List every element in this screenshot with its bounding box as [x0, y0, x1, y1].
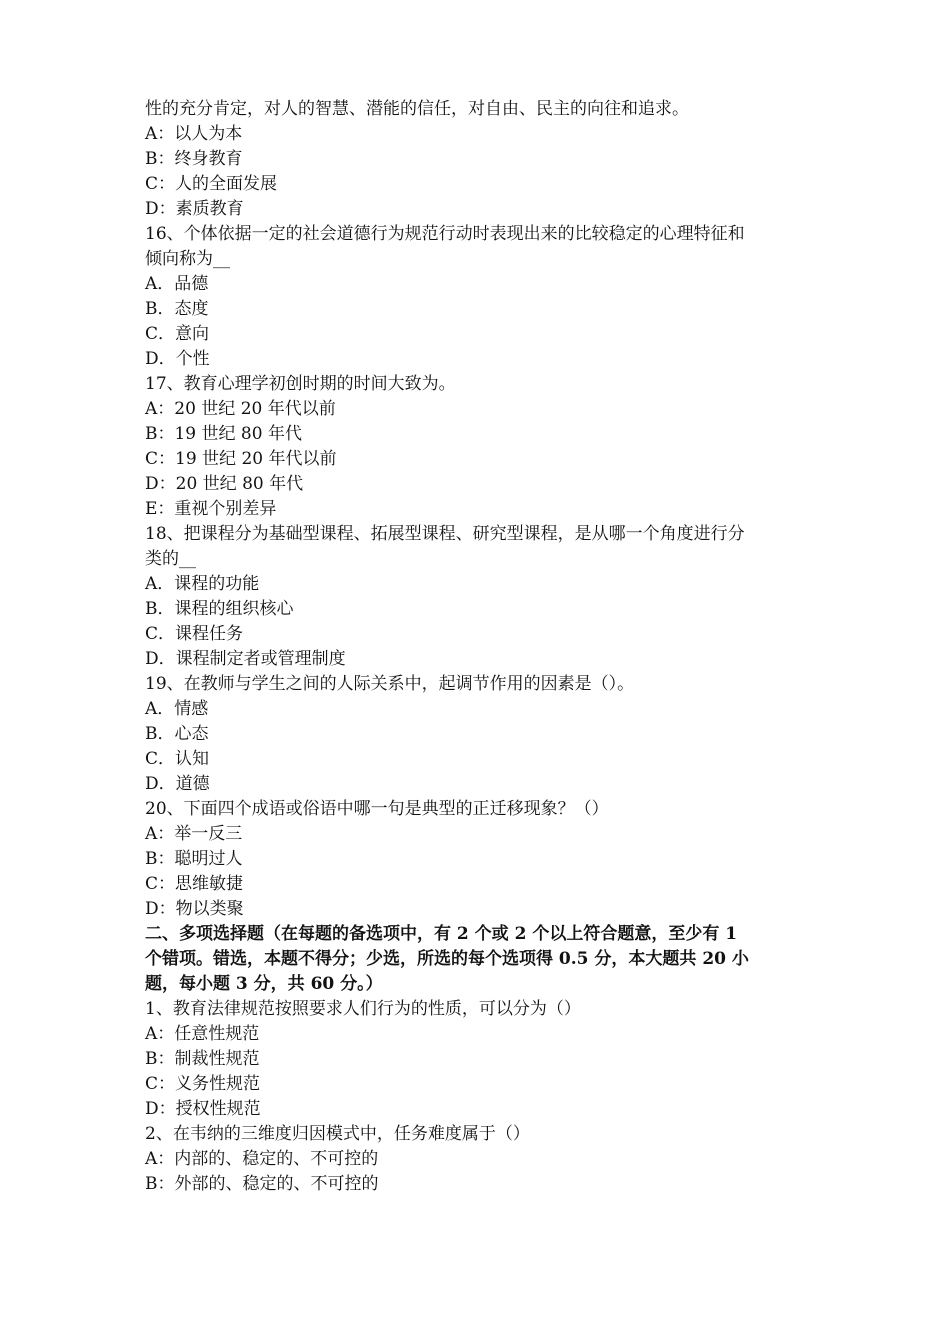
option-text: D：物以类聚: [145, 899, 244, 919]
question-stem: 类的__: [145, 549, 196, 569]
option-text: A：以人为本: [145, 124, 243, 144]
option-text: B．课程的组织核心: [145, 599, 294, 619]
section-heading-line: 二、多项选择题（在每题的备选项中，有 2 个或 2 个以上符合题意，至少有 1: [145, 924, 738, 944]
option-text: C．认知: [145, 749, 210, 769]
option-text: B．态度: [145, 299, 209, 319]
question-stem: 19、在教师与学生之间的人际关系中，起调节作用的因素是（）。: [145, 674, 635, 694]
question-19: [145, 672, 825, 797]
section-heading-multiple-choice: [145, 922, 825, 997]
option-text: D．课程制定者或管理制度: [145, 649, 346, 669]
option-text: A．情感: [145, 699, 209, 719]
question-16: [145, 222, 825, 372]
option-text: B：终身教育: [145, 149, 243, 169]
option-text: C．意向: [145, 324, 210, 344]
question-20: [145, 797, 825, 922]
option-text: D：授权性规范: [145, 1099, 261, 1119]
question-stem: 16、个体依据一定的社会道德行为规范行动时表现出来的比较稳定的心理特征和: [145, 224, 745, 244]
q15-options: [145, 122, 825, 222]
option-text: D：素质教育: [145, 199, 244, 219]
option-text: A：举一反三: [145, 824, 243, 844]
option-text: C：义务性规范: [145, 1074, 261, 1094]
option-text: B：聪明过人: [145, 849, 243, 869]
question-stem: 20、下面四个成语或俗语中哪一句是典型的正迁移现象？（）: [145, 799, 609, 819]
intro-line: 性的充分肯定，对人的智慧、潜能的信任，对自由、民主的向往和追求。: [145, 99, 689, 119]
section-heading-line: 题，每小题 3 分，共 60 分。）: [145, 974, 383, 994]
option-text: B．心态: [145, 724, 209, 744]
document-page: [145, 97, 825, 1197]
multi-question-2: [145, 1122, 825, 1197]
option-text: A．课程的功能: [145, 574, 260, 594]
question-17: [145, 372, 825, 522]
option-text: B：外部的、稳定的、不可控的: [145, 1174, 379, 1194]
option-text: A：任意性规范: [145, 1024, 260, 1044]
question-stem: 17、教育心理学初创时期的时间大致为。: [145, 374, 456, 394]
option-text: C．课程任务: [145, 624, 244, 644]
multi-question-1: [145, 997, 825, 1122]
question-18: [145, 522, 825, 672]
option-text: C：19 世纪 20 年代以前: [145, 449, 337, 469]
option-text: D：20 世纪 80 年代: [145, 474, 304, 494]
question-stem: 倾向称为__: [145, 249, 230, 269]
option-text: A：内部的、稳定的、不可控的: [145, 1149, 379, 1169]
option-text: A．品德: [145, 274, 209, 294]
option-text: C：思维敏捷: [145, 874, 244, 894]
section-heading-line: 个错项。错选，本题不得分；少选，所选的每个选项得 0.5 分，本大题共 20 小: [145, 949, 749, 969]
option-text: E：重视个别差异: [145, 499, 277, 519]
question-stem: 2、在韦纳的三维度归因模式中，任务难度属于（）: [145, 1124, 530, 1144]
question-stem: 1、教育法律规范按照要求人们行为的性质，可以分为（）: [145, 999, 581, 1019]
question-stem: 18、把课程分为基础型课程、拓展型课程、研究型课程，是从哪一个角度进行分: [145, 524, 745, 544]
option-text: A：20 世纪 20 年代以前: [145, 399, 336, 419]
option-text: B：19 世纪 80 年代: [145, 424, 302, 444]
option-text: D．个性: [145, 349, 210, 369]
option-text: D．道德: [145, 774, 210, 794]
option-text: B：制裁性规范: [145, 1049, 260, 1069]
option-text: C：人的全面发展: [145, 174, 278, 194]
